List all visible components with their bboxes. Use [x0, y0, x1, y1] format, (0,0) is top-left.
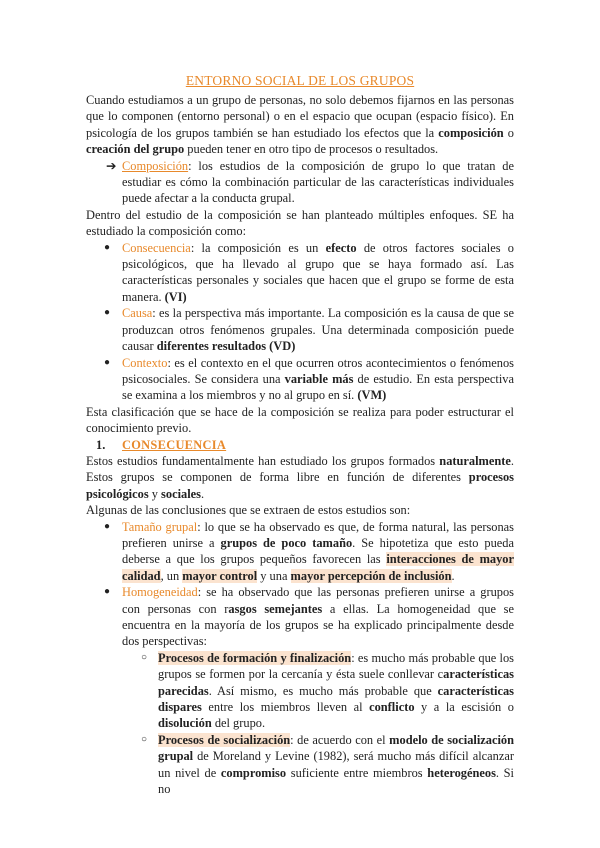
procesos-socializacion-item: ○ Procesos de socialización: de acuerdo con el modelo de socialización grupal de Moreland y Levine (1982), será mucho más difícil alcanzar un nivel de compromiso suficiente entre miembros heterogéneos. Si no: [141, 732, 515, 797]
contexto-item: ● Contexto: es el contexto en el que ocurren otros acontecimientos o fenómenos psicosociales. Se considera una variable más de estudio. En esta perspectiva se examina a los miembros y no al grupo en sí. (VM): [104, 355, 514, 403]
document-page: [86, 72, 514, 797]
circle-icon: ○: [141, 733, 148, 745]
composicion-item: ➔ Composición: los estudios de la composición de grupo lo que tratan de estudiar es cómo la combinación particular de las características individuales puede afectar a la conducta grupal.: [106, 158, 514, 206]
circle-icon: ○: [141, 651, 148, 663]
homogeneidad-item: ● Homogeneidad: se ha observado que las personas prefieren unirse a grupos con personas con rasgos semejantes a ellas. La homogeneidad que se encuentra en la mayoría de los grupos se ha explicado principalmente desde dos perspectivas:: [104, 585, 514, 649]
consecuencia-item: ● Consecuencia: la composición es un efecto de otros factores sociales o psicológicos, que ha llevado al grupo que se haya formado así. Las características personales y sociales que hacen que el grupo se forme de esta manera. (VI): [104, 240, 515, 304]
bullet-icon: ●: [104, 356, 111, 368]
section-heading-consecuencia: 1. CONSECUENCIA: [96, 437, 227, 452]
bullet-icon: ●: [104, 586, 111, 598]
enfoques-paragraph: Dentro del estudio de la composición se han planteado múltiples enfoques. SE ha estudiado la composición como:: [86, 207, 514, 239]
causa-item: ● Causa: es la perspectiva más importante. La composición es la causa de que se produzcan otros fenómenos grupales. Una determinada composición puede causar diferentes resultados (VD): [104, 306, 514, 354]
intro-paragraph: Cuando estudiamos a un grupo de personas, no solo debemos fijarnos en las personas que lo componen (entorno personal) o en el espacio que ocupan (espacio físico). En psicología de los grupos también se han estudiado los efectos que la composición o creación del grupo pueden tener en otro tipo de procesos o resultados.: [86, 93, 514, 157]
page-title: ENTORNO SOCIAL DE LOS GRUPOS: [185, 73, 415, 88]
estudios-paragraph: Estos estudios fundamentalmente han estudiado los grupos formados naturalmente. Estos grupos se componen de forma libre en función de diferentes procesos psicológicos y sociales.: [86, 453, 514, 501]
procesos-formacion-item: ○ Procesos de formación y finalización: es mucho más probable que los grupos se formen por la cercanía y ésta suele conllevar características parecidas. Así mismo, es mucho más probable que características dispares entre los miembros lleven al conflicto y a la escisión o disolución del grupo.: [141, 650, 515, 731]
conclusiones-paragraph: Algunas de las conclusiones que se extraen de estos estudios son:: [86, 503, 411, 518]
clasificacion-paragraph: Esta clasificación que se hace de la composición se realiza para poder estructurar el conocimiento previo.: [86, 404, 514, 436]
bullet-icon: ●: [104, 307, 111, 319]
arrow-icon: ➔: [106, 158, 117, 173]
bullet-icon: ●: [104, 520, 111, 532]
bullet-icon: ●: [104, 241, 111, 253]
tamano-item: ● Tamaño grupal: lo que se ha observado es que, de forma natural, las personas prefieren unirse a grupos de poco tamaño. Se hipotetiza que esto pueda deberse a que los grupos pequeños favorecen las interacciones de mayor calidad, un mayor control y una mayor percepción de inclusión.: [104, 519, 515, 583]
